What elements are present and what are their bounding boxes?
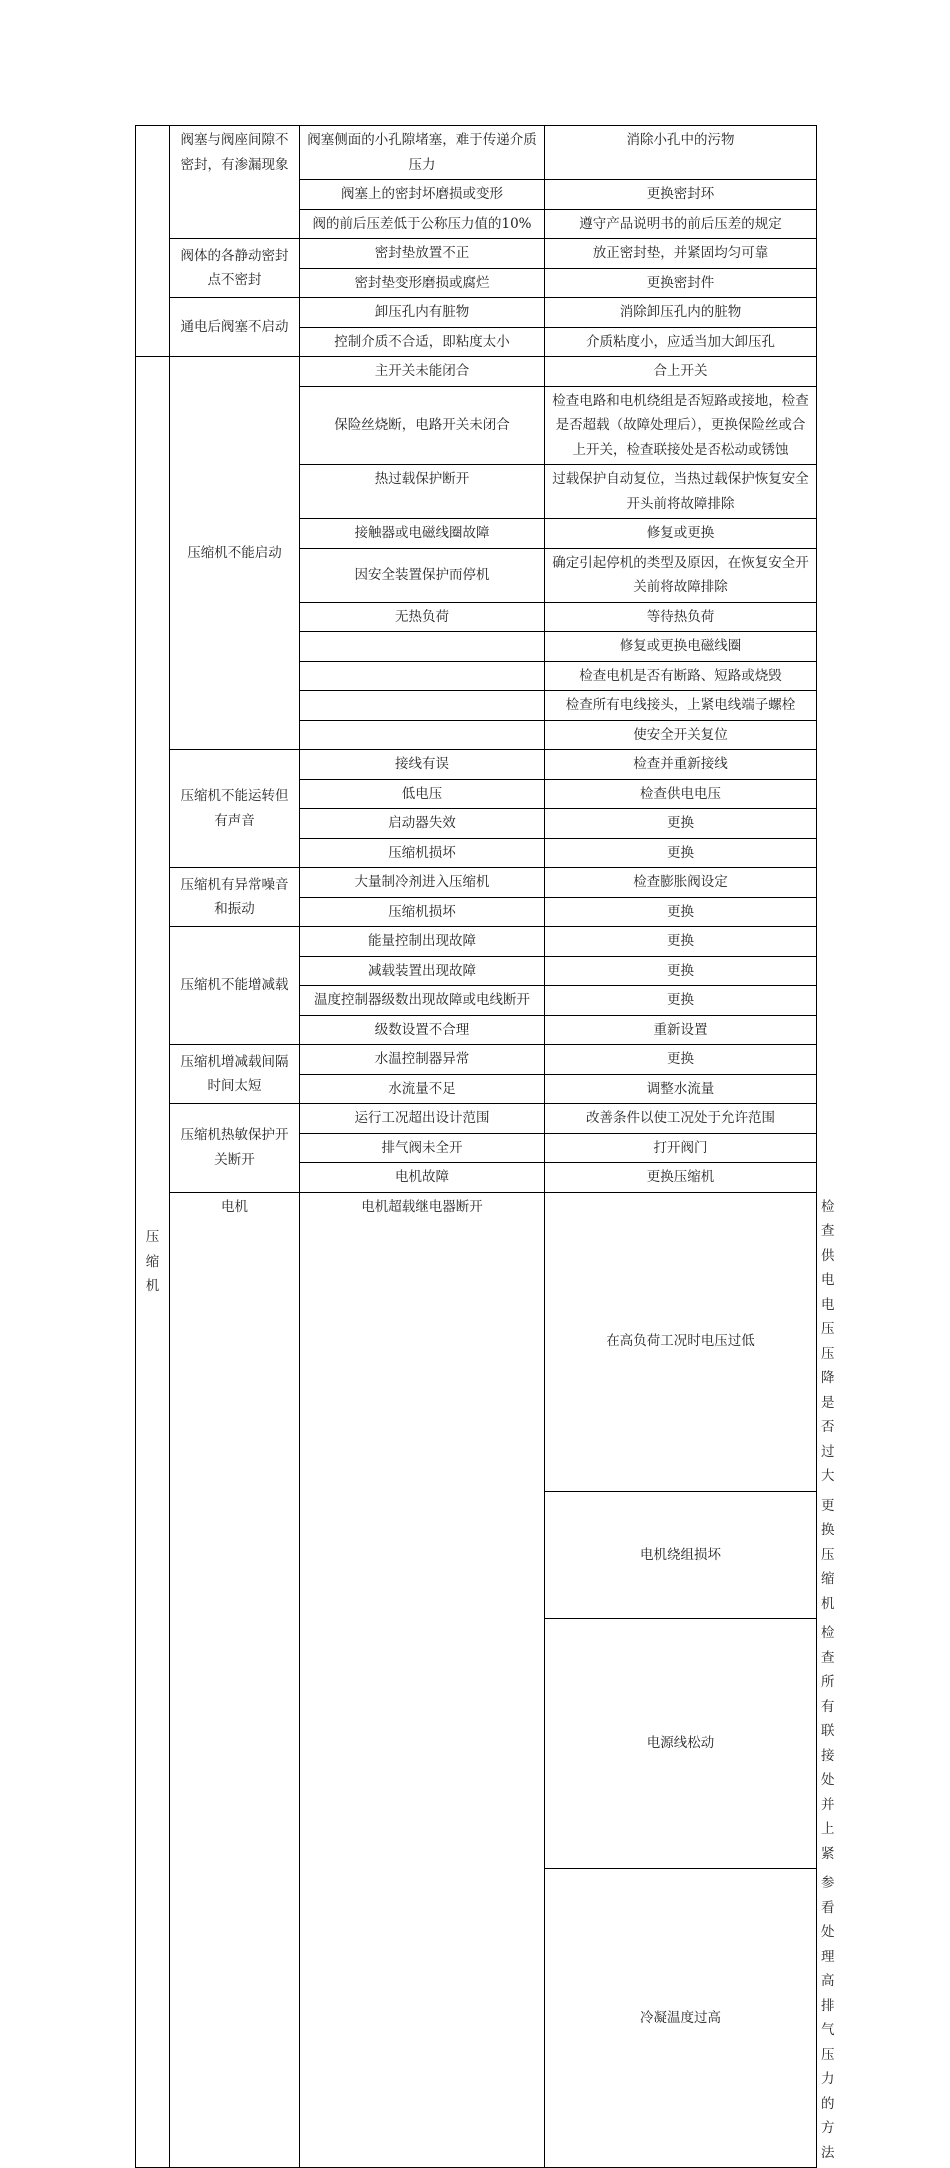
cause-cell: 密封垫放置不正	[300, 239, 545, 269]
fault-cell: 压缩机不能启动	[170, 357, 300, 750]
table-row	[136, 750, 817, 780]
cause-cell: 热过载保护断开	[300, 465, 545, 519]
table-row	[136, 868, 817, 898]
remedy-cell: 等待热负荷	[545, 602, 817, 632]
cause-cell	[300, 632, 545, 662]
cause-cell: 启动器失效	[300, 809, 545, 839]
remedy-cell: 更换	[545, 1045, 817, 1075]
remedy-cell: 改善条件以使工况处于允许范围	[545, 1104, 817, 1134]
cause-cell: 水温控制器异常	[300, 1045, 545, 1075]
table-row	[136, 357, 817, 387]
remedy-cell: 更换密封件	[545, 268, 817, 298]
table-row	[136, 927, 817, 957]
cause-cell: 温度控制器级数出现故障或电线断开	[300, 986, 545, 1016]
remedy-cell: 打开阀门	[545, 1133, 817, 1163]
table-row: 电源线松动 检查所有联接处并上紧	[136, 1619, 817, 1869]
fault-cell: 电机超载继电器断开	[300, 1192, 545, 2168]
cause-cell: 因安全装置保护而停机	[300, 548, 545, 602]
fault-cell: 压缩机有异常噪音和振动	[170, 868, 300, 927]
table-row	[136, 239, 817, 269]
table-row	[136, 298, 817, 328]
cause-cell: 保险丝烧断，电路开关未闭合	[300, 386, 545, 465]
cause-cell: 无热负荷	[300, 602, 545, 632]
remedy-cell: 修复或更换电磁线圈	[545, 632, 817, 662]
remedy-cell: 合上开关	[545, 357, 817, 387]
cause-cell: 排气阀未全开	[300, 1133, 545, 1163]
remedy-cell: 消除小孔中的污物	[545, 126, 817, 180]
remedy-cell: 检查供电电压	[545, 779, 817, 809]
remedy-cell: 修复或更换	[545, 519, 817, 549]
cause-cell: 电机绕组损坏	[545, 1491, 817, 1619]
remedy-cell: 更换密封环	[545, 180, 817, 210]
table-row: 冷凝温度过高 参看处理高排气压力的方法	[136, 1869, 817, 2168]
cause-cell: 电源线松动	[545, 1619, 817, 1869]
remedy-cell: 更换	[545, 897, 817, 927]
cause-cell: 电机故障	[300, 1163, 545, 1193]
cause-cell: 能量控制出现故障	[300, 927, 545, 957]
fault-table	[135, 125, 835, 2168]
cause-cell: 控制介质不合适，即粘度太小	[300, 327, 545, 357]
cause-cell: 冷凝温度过高	[545, 1869, 817, 2168]
remedy-cell: 检查膨胀阀设定	[545, 868, 817, 898]
remedy-cell: 更换压缩机	[545, 1163, 817, 1193]
remedy-cell: 遵守产品说明书的前后压差的规定	[545, 209, 817, 239]
table-row: 电机 电机超载继电器断开 在高负荷工况时电压过低 检查供电电压压降是否过大	[136, 1192, 817, 1491]
remedy-cell: 更换	[545, 927, 817, 957]
fault-cell: 阀体的各静动密封点不密封	[170, 239, 300, 298]
cause-cell	[300, 720, 545, 750]
cause-cell: 密封垫变形磨损或腐烂	[300, 268, 545, 298]
cause-cell: 阀的前后压差低于公称压力值的10%	[300, 209, 545, 239]
table-row	[136, 1104, 817, 1134]
remedy-cell: 检查所有电线接头，上紧电线端子螺栓	[545, 691, 817, 721]
table-row	[136, 1045, 817, 1075]
cause-cell: 阀塞上的密封坏磨损或变形	[300, 180, 545, 210]
cause-cell: 在高负荷工况时电压过低	[545, 1192, 817, 1491]
fault-cell: 压缩机不能增减载	[170, 927, 300, 1045]
remedy-cell: 检查电机是否有断路、短路或烧毁	[545, 661, 817, 691]
remedy-cell: 更换	[545, 809, 817, 839]
fault-cell: 通电后阀塞不启动	[170, 298, 300, 357]
cause-cell: 运行工况超出设计范围	[300, 1104, 545, 1134]
cause-cell: 卸压孔内有脏物	[300, 298, 545, 328]
remedy-cell: 消除卸压孔内的脏物	[545, 298, 817, 328]
remedy-cell: 检查电路和电机绕组是否短路或接地，检查是否超载（故障处理后），更换保险丝或合上开关，检查联接处是否松动或锈蚀	[545, 386, 817, 465]
cause-cell	[300, 661, 545, 691]
category-cell-compressor: 压缩机	[136, 357, 170, 2168]
remedy-cell: 使安全开关复位	[545, 720, 817, 750]
cause-cell: 减载装置出现故障	[300, 956, 545, 986]
category-cell-motor: 电机	[170, 1192, 300, 2168]
remedy-cell: 过载保护自动复位，当热过载保护恢复安全开头前将故障排除	[545, 465, 817, 519]
cause-cell: 低电压	[300, 779, 545, 809]
remedy-cell: 确定引起停机的类型及原因，在恢复安全开关前将故障排除	[545, 548, 817, 602]
remedy-cell: 检查并重新接线	[545, 750, 817, 780]
table-row	[136, 126, 817, 180]
remedy-cell: 更换	[545, 838, 817, 868]
cause-cell: 大量制冷剂进入压缩机	[300, 868, 545, 898]
remedy-cell: 调整水流量	[545, 1074, 817, 1104]
remedy-cell: 更换	[545, 956, 817, 986]
cause-cell: 水流量不足	[300, 1074, 545, 1104]
cause-cell: 阀塞侧面的小孔隙堵塞，难于传递介质压力	[300, 126, 545, 180]
cause-cell: 接触器或电磁线圈故障	[300, 519, 545, 549]
remedy-cell: 放正密封垫，并紧固均匀可靠	[545, 239, 817, 269]
cause-cell: 级数设置不合理	[300, 1015, 545, 1045]
fault-cell: 压缩机热敏保护开关断开	[170, 1104, 300, 1193]
fault-cell: 压缩机增减载间隔时间太短	[170, 1045, 300, 1104]
fault-cell: 阀塞与阀座间隙不密封，有渗漏现象	[170, 126, 300, 239]
cause-cell: 压缩机损坏	[300, 897, 545, 927]
category-cell-valve	[136, 126, 170, 357]
remedy-cell: 介质粘度小，应适当加大卸压孔	[545, 327, 817, 357]
cause-cell	[300, 691, 545, 721]
remedy-cell: 重新设置	[545, 1015, 817, 1045]
cause-cell: 压缩机损坏	[300, 838, 545, 868]
cause-cell: 接线有误	[300, 750, 545, 780]
cause-cell: 主开关未能闭合	[300, 357, 545, 387]
remedy-cell: 更换	[545, 986, 817, 1016]
table-row: 电机绕组损坏 更换压缩机	[136, 1491, 817, 1619]
fault-cell: 压缩机不能运转但有声音	[170, 750, 300, 868]
